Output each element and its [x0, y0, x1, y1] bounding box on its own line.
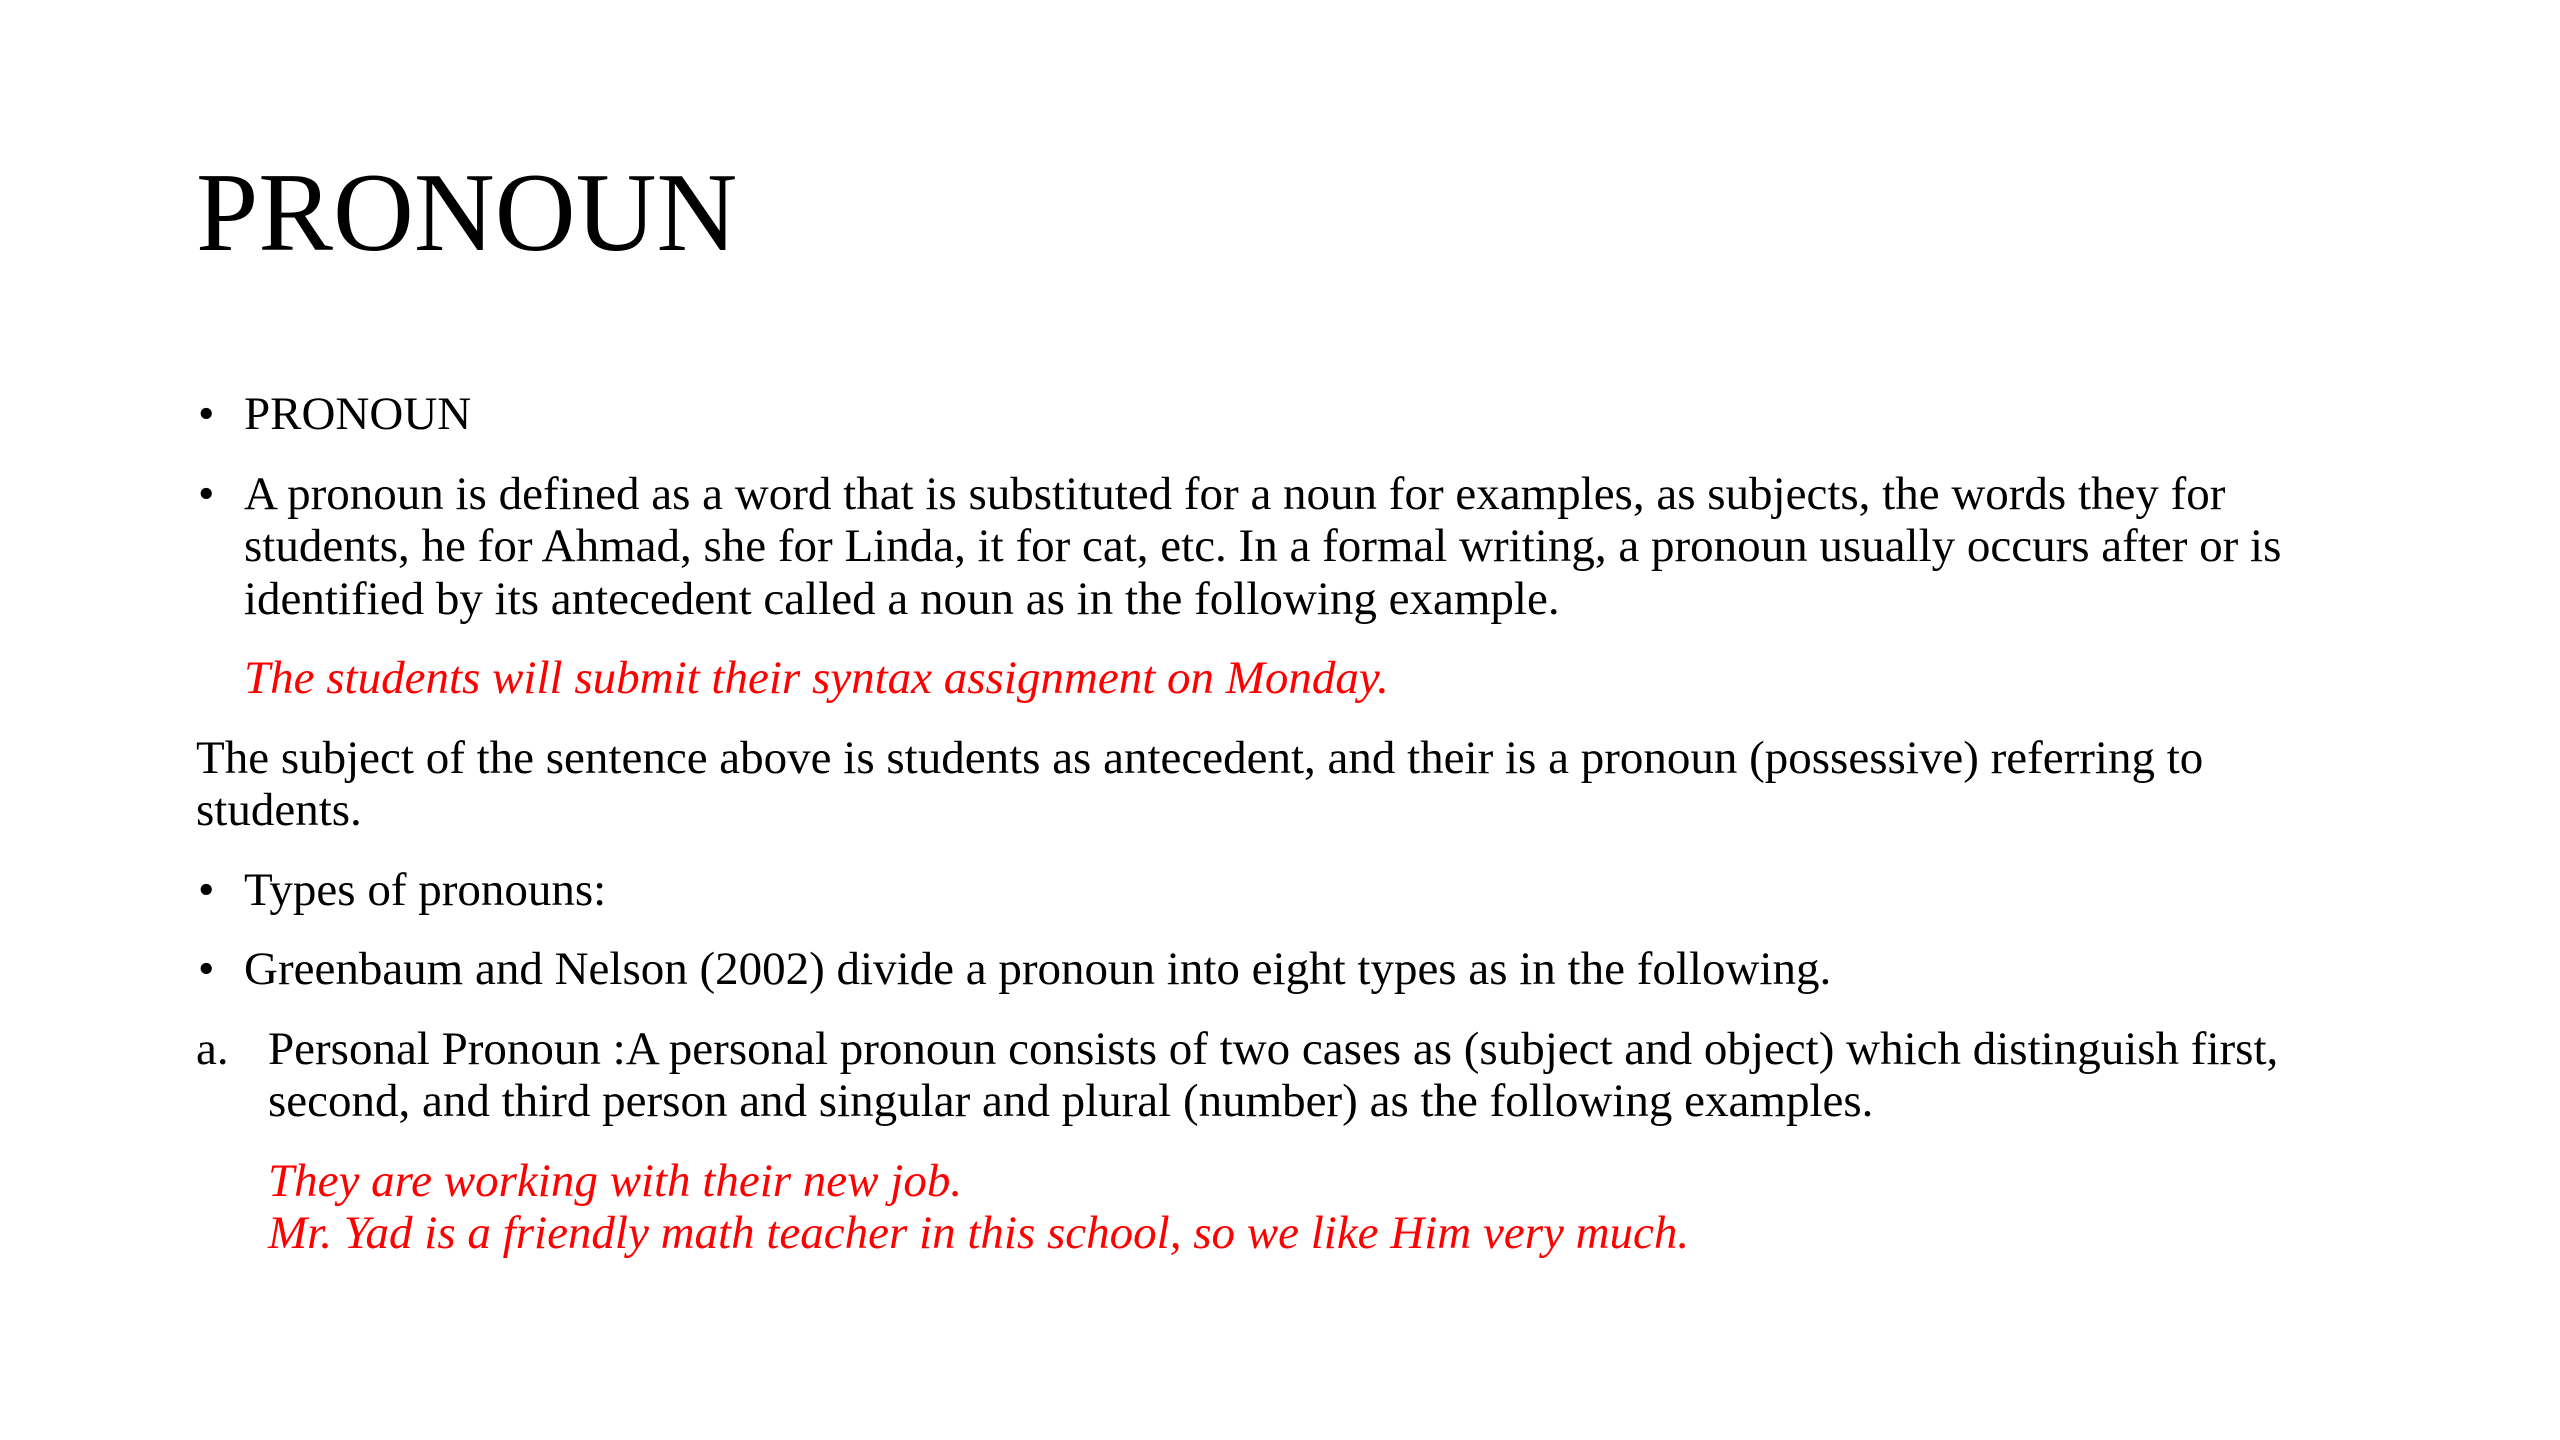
bullet-text: A pronoun is defined as a word that is substituted for a noun for examples, as subjects, the words they for students, he for Ahmad, she for Linda, it for cat, etc. In a formal writing, a pronoun usually occurs after or is identified by its antecedent called a noun as in the following example.: [244, 467, 2282, 625]
bullet-text: PRONOUN: [244, 388, 472, 440]
bullet-text: Greenbaum and Nelson (2002) divide a pronoun into eight types as in the following.: [244, 943, 1832, 995]
bullet-item: [196, 468, 2376, 626]
slide-title: PRONOUN: [196, 151, 738, 275]
bullet-icon: •: [198, 863, 215, 916]
bullet-icon: •: [198, 467, 215, 520]
example-sentence: They are working with their new job.: [268, 1154, 963, 1207]
list-marker: a.: [196, 1022, 229, 1075]
lettered-item-text: Personal Pronoun :A personal pronoun consists of two cases as (subject and object) which distinguish first, second, and third person and singular and plural (number) as the following examples.: [268, 1022, 2279, 1127]
bullet-item: [196, 943, 2376, 996]
bullet-icon: •: [198, 388, 215, 440]
bullet-text: Types of pronouns:: [244, 863, 607, 916]
explanation-paragraph: The subject of the sentence above is students as antecedent, and their is a pronoun (possessive) referring to students.: [196, 731, 2204, 836]
example-sentence: Mr. Yad is a friendly math teacher in this school, so we like Him very much.: [268, 1207, 1690, 1259]
example-sentences: [196, 1155, 2376, 1260]
example-sentence: The students will submit their syntax assignment on Monday.: [244, 652, 1389, 704]
lettered-item: [196, 1023, 2376, 1128]
slide-body: [196, 388, 2376, 1260]
bullet-icon: •: [198, 943, 215, 995]
bullet-item: [196, 864, 2376, 917]
bullet-item: [196, 388, 2376, 441]
